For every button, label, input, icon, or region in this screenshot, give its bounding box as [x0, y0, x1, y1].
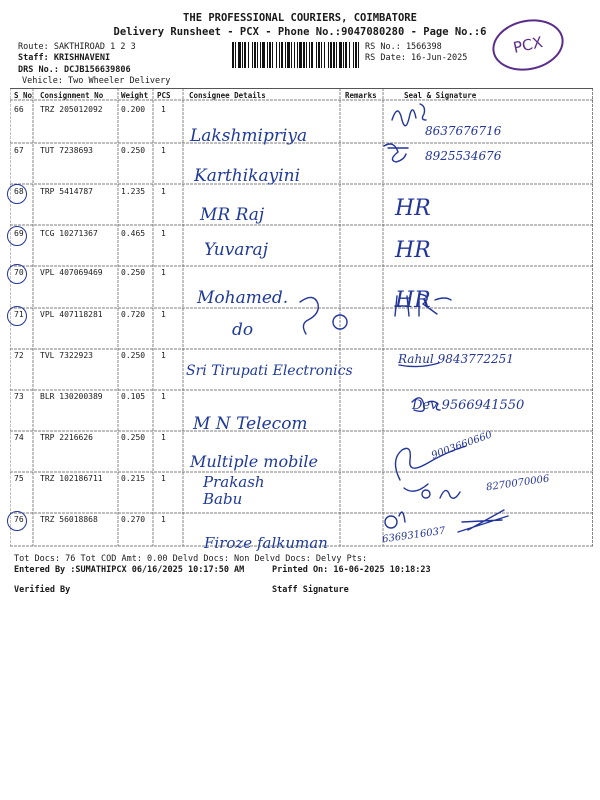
- row-consignment: TRZ 205012092: [40, 105, 103, 114]
- row-weight: 0.250: [121, 268, 146, 277]
- row-pcs: 1: [161, 433, 166, 442]
- row-consignment: TRZ 102186711: [40, 474, 103, 483]
- column-header-pcs: PCS: [157, 91, 171, 100]
- row-consignment: TRP 2216626: [40, 433, 93, 442]
- row-weight: 0.720: [121, 310, 146, 319]
- row-consignment: BLR 130200389: [40, 392, 103, 401]
- row-consignment: TUT 7238693: [40, 146, 93, 155]
- row-pcs: 1: [161, 392, 166, 401]
- row-consignee-handwritten: do: [232, 320, 254, 340]
- row-pcs: 1: [161, 146, 166, 155]
- column-header-consignment: Consignment No: [40, 91, 104, 100]
- row-sno: 74: [14, 433, 24, 442]
- row-pcs: 1: [161, 515, 166, 524]
- row-consignee-handwritten: Yuvaraj: [204, 240, 268, 260]
- row-consignment: VPL 407069469: [40, 268, 103, 277]
- row-signature: 6369316037: [381, 525, 447, 546]
- row-consignee-handwritten: MR Raj: [200, 205, 265, 225]
- row-sno: 70: [14, 268, 24, 277]
- row-pcs: 1: [161, 474, 166, 483]
- row-consignment: VPL 407118281: [40, 310, 103, 319]
- row-signature: HR: [395, 288, 431, 313]
- pcx-stamp: PCX: [488, 13, 569, 77]
- row-signature: HR: [395, 238, 431, 263]
- row-pcs: 1: [161, 187, 166, 196]
- row-consignee-handwritten: Lakshmipriya: [190, 126, 308, 146]
- row-signature: 8925534676: [425, 149, 502, 163]
- row-weight: 0.250: [121, 351, 146, 360]
- barcode-image: [232, 42, 360, 68]
- row-pcs: 1: [161, 351, 166, 360]
- company-title: THE PROFESSIONAL COURIERS, COIMBATORE: [183, 12, 417, 24]
- row-weight: 0.250: [121, 433, 146, 442]
- row-pcs: 1: [161, 229, 166, 238]
- row-weight: 0.270: [121, 515, 146, 524]
- row-sno: 72: [14, 351, 24, 360]
- column-header-consignee: Consignee Details: [189, 91, 266, 100]
- row-signature: Dev 9566941550: [412, 398, 525, 413]
- row-signature: Rahul 9843772251: [398, 352, 514, 366]
- column-header-sno: S No: [14, 91, 33, 100]
- row-pcs: 1: [161, 310, 166, 319]
- verified-by-label: Verified By: [14, 585, 71, 595]
- column-header-signature: Seal & Signature: [404, 91, 477, 100]
- drs-number: DRS No.: DCJB156639806: [18, 65, 131, 75]
- row-sno: 76: [14, 515, 24, 524]
- row-consignee-handwritten: M N Telecom: [193, 414, 308, 434]
- runsheet-title: Delivery Runsheet - PCX - Phone No.:9047080280 - Page No.:6: [113, 26, 487, 38]
- totals-line: Tot Docs: 76 Tot COD Amt: 0.00 Delvd Docs: Non Delvd Docs: Delvy Pts:: [14, 554, 368, 564]
- row-weight: 0.250: [121, 146, 146, 155]
- column-header-weight: Weight: [121, 91, 149, 100]
- row-consignee-handwritten: Firoze falkuman: [204, 534, 328, 552]
- vehicle-label: Vehicle: Two Wheeler Delivery: [22, 76, 171, 86]
- row-consignment: TRZ 56018868: [40, 515, 98, 524]
- row-consignment: TVL 7322923: [40, 351, 93, 360]
- row-weight: 0.105: [121, 392, 146, 401]
- row-sno: 75: [14, 474, 24, 483]
- rs-number: RS No.: 1566398: [365, 42, 442, 52]
- row-signature: 8637676716: [425, 124, 502, 138]
- row-consignee-handwritten: Karthikayini: [194, 166, 301, 186]
- staff-label: Staff: KRISHNAVENI: [18, 53, 111, 63]
- row-sno: 69: [14, 229, 24, 238]
- row-consignee-handwritten: Sri Tirupati Electronics: [186, 363, 353, 379]
- row-consignee-handwritten: Prakash Babu: [203, 473, 265, 508]
- row-signature: 8270070006: [485, 473, 551, 494]
- row-consignment: TRP 5414787: [40, 187, 93, 196]
- row-weight: 0.200: [121, 105, 146, 114]
- route-label: Route: SAKTHIROAD 1 2 3: [18, 42, 136, 52]
- printed-on: Printed On: 16-06-2025 10:18:23: [272, 565, 431, 575]
- row-sno: 71: [14, 310, 24, 319]
- row-weight: 0.215: [121, 474, 146, 483]
- row-signature: 9003660660: [430, 429, 494, 462]
- row-pcs: 1: [161, 268, 166, 277]
- row-consignee-handwritten: Multiple mobile: [190, 452, 319, 471]
- row-sno: 73: [14, 392, 24, 401]
- row-pcs: 1: [161, 105, 166, 114]
- row-consignee-handwritten: Mohamed.: [197, 288, 289, 308]
- row-sno: 67: [14, 146, 24, 155]
- staff-signature-label: Staff Signature: [272, 585, 349, 595]
- row-signature: HR: [395, 196, 431, 221]
- column-header-remarks: Remarks: [345, 91, 377, 100]
- entered-by: Entered By :SUMATHIPCX 06/16/2025 10:17:50 AM: [14, 565, 245, 575]
- row-sno: 66: [14, 105, 24, 114]
- rs-date: RS Date: 16-Jun-2025: [365, 53, 468, 63]
- row-weight: 0.465: [121, 229, 146, 238]
- row-consignment: TCG 10271367: [40, 229, 98, 238]
- row-sno: 68: [14, 187, 24, 196]
- row-weight: 1.235: [121, 187, 146, 196]
